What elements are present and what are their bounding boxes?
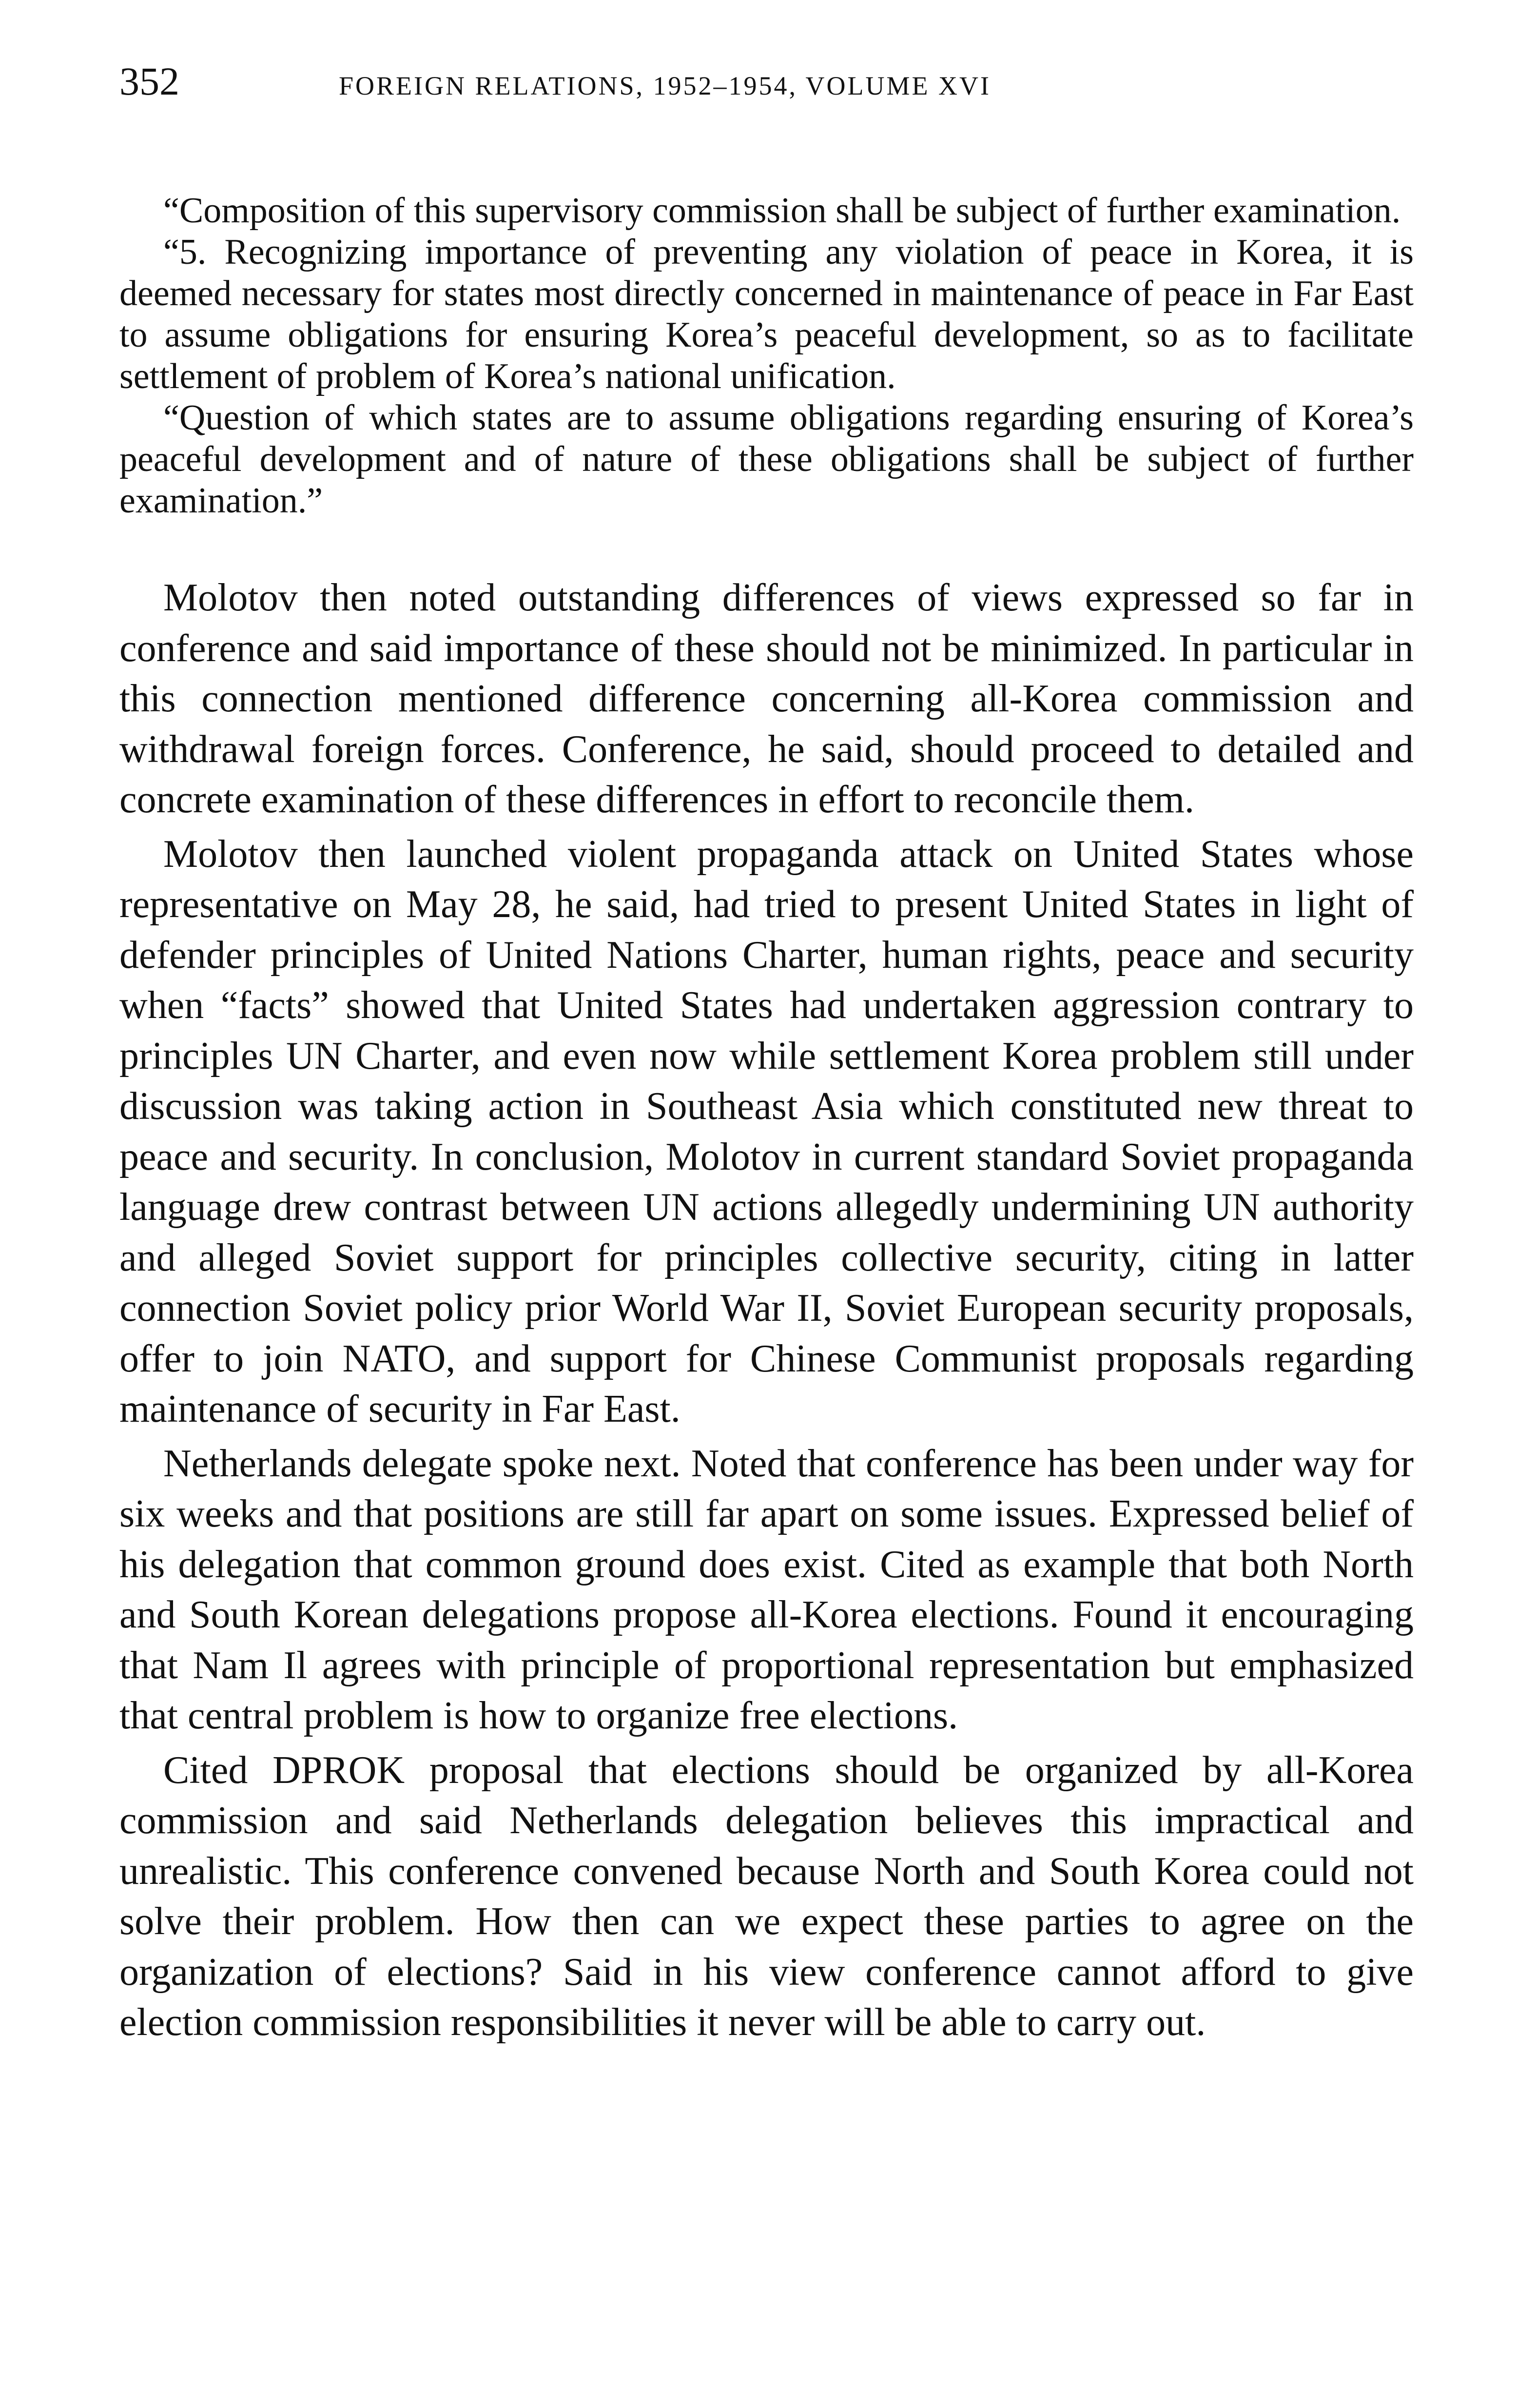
quoted-paragraph: “Composition of this supervisory commission shall be subject of further examination. [163, 191, 1401, 231]
page-header [119, 59, 1414, 132]
body-paragraph: Netherlands delegate spoke next. Noted that conference has been under way for six weeks and that positions are still far apart on some issues. Expressed belief of his delegation that common ground does exist. Cited as example that both North and South Korean delegations propose all-Korea elections. Found it encouraging that Nam Il agrees with principle of proportional representation but emphasized that central problem is how to organize free elections. [119, 1442, 1414, 1737]
body-paragraph: Cited DPROK proposal that elections should be organized by all-Korea commission and said Netherlands delegation believes this impractical and unrealistic. This conference convened because North and South Korea could not solve their problem. How then can we expect these parties to agree on the organization of elections? Said in his view conference cannot afford to give election commission responsibilities it never will be able to carry out. [119, 1748, 1414, 2044]
quoted-paragraph: “5. Recognizing importance of preventing any violation of peace in Korea, it is deemed necessary for states most directly concerned in maintenance of peace in Far East to assume obligations for ensuring Korea’s peaceful development, so as to facilitate settlement of problem of Korea’s national unification. [119, 232, 1414, 396]
body-paragraph: Molotov then launched violent propaganda attack on United States whose representative on May 28, he said, had tried to present United States in light of defender principles of United Nations Charter, human rights, peace and security when “facts” showed that United States had undertaken aggression contrary to principles UN Charter, and even now while settlement Korea problem still under discussion was taking action in Southeast Asia which constituted new threat to peace and security. In conclusion, Molotov in current standard Soviet propaganda language drew contrast between UN actions allegedly undermining UN authority and alleged Soviet support for principles collective security, citing in latter connection Soviet policy prior World War II, Soviet European security proposals, offer to join NATO, and support for Chinese Communist proposals regarding maintenance of security in Far East. [119, 832, 1414, 1430]
page-number: 352 [119, 59, 179, 103]
running-title: FOREIGN RELATIONS, 1952–1954, VOLUME XVI [339, 71, 991, 100]
document-page [119, 59, 1414, 2052]
quoted-paragraph: “Question of which states are to assume obligations regarding ensuring of Korea’s peaceful development and of nature of these obligations shall be subject of further examination.” [119, 398, 1414, 521]
body-text [119, 573, 1414, 2048]
body-paragraph: Molotov then noted outstanding differences of views expressed so far in conference and said importance of these should not be minimized. In particular in this connection mentioned difference concerning all-Korea commission and withdrawal foreign forces. Conference, he said, should proceed to detailed and concrete examination of these differences in effort to reconcile them. [119, 576, 1414, 821]
quoted-proposal-text [119, 190, 1414, 522]
